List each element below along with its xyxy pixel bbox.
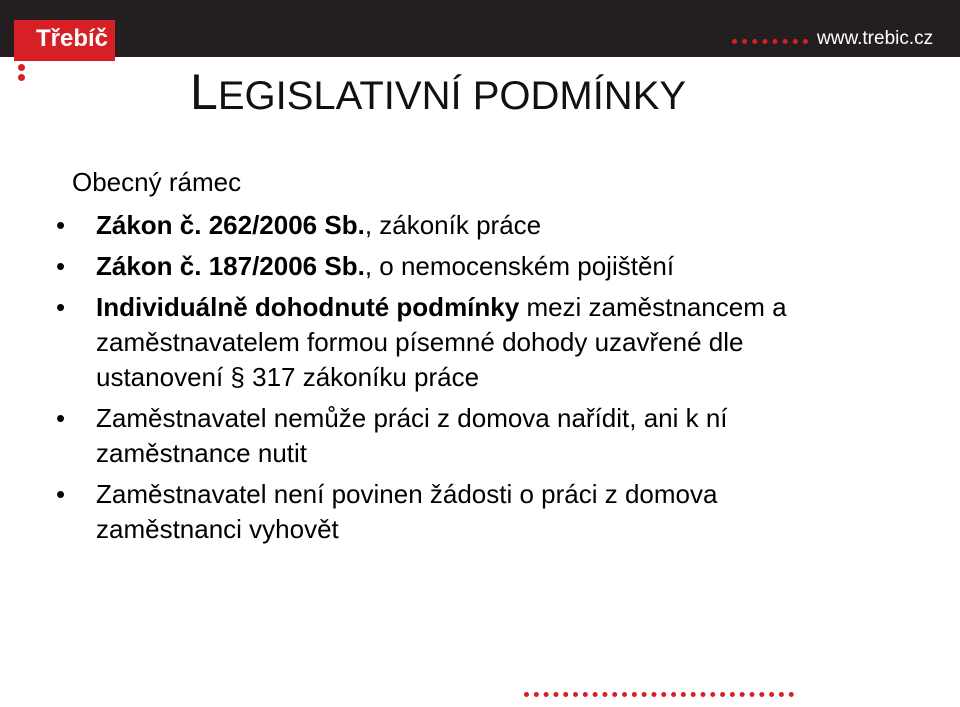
top-bar [0,0,960,57]
logo-dot [18,64,25,71]
item-text: , zákoník práce [364,210,542,240]
item-text: Zaměstnavatel není povinen žádosti o práci z domova zaměstnanci vyhovět [96,479,718,544]
logo-dot [18,36,25,43]
item-text: Zaměstnavatel nemůže práci z domova nařídit, ani k ní zaměstnance nutit [96,403,728,468]
footer-dotted-line [524,692,794,697]
item-text: , o nemocenském pojištění [364,251,675,281]
logo-dot [18,27,25,34]
logo-dot [18,74,25,81]
highlight-phrase: Individuálně dohodnuté podmínky [96,292,520,322]
header-dotted-line [732,39,808,44]
law-reference: Zákon č. 187/2006 Sb. [96,251,365,281]
list-item [56,401,856,471]
item-text: mezi zaměstnancem a zaměstnavatelem formou písemné dohody uzavřené dle ustanovení § 317 zákoníku práce [96,292,787,392]
bullet-list [56,208,856,553]
bullet-marker: • [56,210,66,240]
law-reference: Zákon č. 262/2006 Sb. [96,210,365,240]
bullet-marker: • [56,479,66,509]
page-title: LEGISLATIVNÍ PODMÍNKY [190,64,687,120]
logo-text: Třebíč [36,25,109,52]
logo-dot [18,53,25,60]
list-item [56,477,856,547]
website-url: www.trebic.cz [817,28,934,49]
list-item [56,249,856,284]
list-item [56,290,856,395]
bullet-marker: • [56,251,66,281]
bullet-marker: • [56,403,66,433]
list-item [56,208,856,243]
intro-text: Obecný rámec [72,167,242,197]
bullet-marker: • [56,292,66,322]
